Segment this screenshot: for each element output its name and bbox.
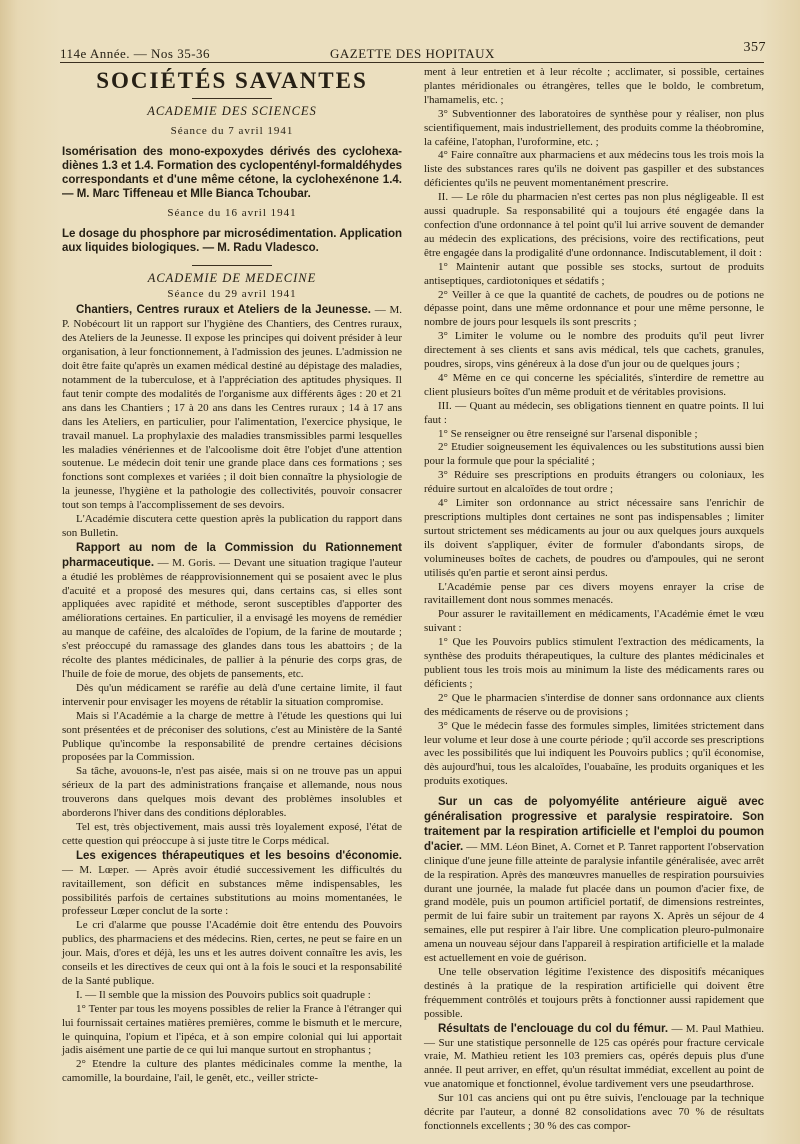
- paragraph: [62, 541, 402, 682]
- paragraph: 1° Que les Pouvoirs publics stimulent l'extraction des médicaments, la synthèse des produits thérapeutiques, la culture des plantes médicinales et publient tous les trois mois au minimum la liste des médicaments rares ou déficients ;: [424, 636, 764, 690]
- paragraph: I. — Il semble que la mission des Pouvoirs publics soit quadruple :: [76, 988, 371, 1001]
- title-rule: [192, 98, 272, 99]
- article-heading: Résultats de l'enclouage du col du fémur.: [438, 1022, 669, 1035]
- paragraph: 3° Que le médecin fasse des formules simples, limitées strictement dans leur volume et leur dose à une courte période ; qu'il accorde ses prescriptions avec les possibilités que lui indiquent les Pouvoirs publics ; qu'il économise, dès aujourd'hui, tous les alcaloïdes, l'ouabaïne, les produits organiques et les produits exotiques.: [424, 719, 764, 788]
- paragraph: [62, 303, 402, 513]
- page-number: 357: [743, 40, 766, 55]
- paragraph-text: — M. Paul Mathieu. — Sur une statistique personnelle de 125 cas opérés pour fracture cervicale vraie, M. Mathieu retient les 103 premiers cas, opérés depuis plus d'une année. Il peut arriver, en effet, qu'un résultat immédiat, excellent au point de vue anatomique et fonctionnel, évolue tardivement vers une pseudarthrose.: [424, 1022, 765, 1091]
- paragraph: Sur 101 cas anciens qui ont pu être suivis, l'enclouage par la technique décrite par l'auteur, a donné 82 consolidations avec 70 % de résultats fonctionnels excellents ; 30 % des cas compor-: [424, 1092, 764, 1132]
- paragraph: III. — Quant au médecin, ses obligations tiennent en quatre points. Il lui faut :: [424, 399, 764, 426]
- paragraph: ment à leur entretien et à leur récolte ; acclimater, si possible, certaines plantes méridionales ou étrangères, telles que le boldo, le combretum, l'hamamelis, etc. ;: [424, 66, 764, 106]
- paragraph: [424, 1022, 764, 1093]
- article-heading: Le dosage du phosphore par microsédimentation. Application aux liquides biologiques. — M. Radu Vladesco.: [62, 227, 402, 254]
- paragraph: Dès qu'un médicament se raréfie au delà d'une certaine limite, il faut intervenir pour envisager les moyens de rétablir la situation compromise.: [62, 681, 402, 708]
- academie-sciences-heading: ACADEMIE DES SCIENCES: [147, 103, 317, 118]
- paragraph: 3° Limiter le volume ou le nombre des produits qu'il peut livrer directement à ses clients et sans avis médical, tels que cachets, granules, poudres, sirops, vins généreux à la dose d'un jour ou de quelques jours ;: [424, 330, 764, 371]
- paragraph: Le cri d'alarme que pousse l'Académie doit être entendu des Pouvoirs publics, des pharmaciens et des médecins. Rien, certes, ne peut se faire en un jour. Mais, d'ores et déjà, les uns et les autres doivent connaître les avis, les conseils et les directives de ceux qui ont à la fois le souci et la responsabilité de la Santé publique.: [62, 919, 402, 987]
- paragraph: 1° Se renseigner ou être renseigné sur l'arsenal disponible ;: [438, 427, 698, 440]
- paragraph-text: — M. Goris. — Devant une situation tragique l'auteur a étudié les problèmes de réapprovisionnement qui se posaient avec le plus d'acuité et a proposé des mesures qui, dans certains cas, si elles sont appliquées avec rapidité et méthode, seront susceptibles d'apporter des améliorations certaines. En particulier, il a envisagé les moyens de remédier au manque de caféine, des alcaloïdes de l'opium, de la farine de moutarde ; s'est préoccupé du ramassage des glandes dans tous les abattoirs ; de la récolte des plantes médicinales, de pallier à la pénurie des corps gras, de l'huile de foie de morue, des objets de pansements, etc.: [62, 556, 403, 680]
- issue-number: 114e Année. — Nos 35-36: [60, 46, 211, 61]
- article-heading: Rapport au nom de la Commission du Rationnement pharmaceutique.: [62, 541, 402, 569]
- article-heading: Isomérisation des mono-expoxydes dérivés des cyclohexa-diènes 1.3 et 1.4. Formation des cyclopentényl-formaldéhydes correspondants et d'une même cétone, la cyclohexénone 1.4. — M. Marc Tiffeneau et Mlle Bianca Tchoubar.: [62, 145, 402, 200]
- left-column: [62, 66, 402, 1086]
- paragraph: 2° Etendre la culture des plantes médicinales comme la menthe, la camomille, la bourdaine, l'ail, le genêt, etc., veiller stricte-: [62, 1058, 402, 1085]
- journal-title: GAZETTE DES HOPITAUX: [330, 46, 495, 61]
- article-heading: Les exigences thérapeutiques et les besoins d'économie.: [76, 849, 402, 862]
- article-heading: Chantiers, Centres ruraux et Ateliers de la Jeunesse.: [76, 304, 371, 317]
- seance-date: Séance du 7 avril 1941: [170, 124, 294, 137]
- paragraph: 1° Maintenir autant que possible ses stocks, surtout de produits antiseptiques, cardiotoniques et sédatifs ;: [424, 260, 764, 287]
- paragraph: L'Académie discutera cette question après la publication du rapport dans son Bulletin.: [62, 513, 402, 539]
- paragraph: 2° Que le pharmacien s'interdise de donner sans ordonnance aux clients des médicaments de réserve ou de provisions ;: [424, 691, 764, 718]
- paragraph: 4° Limiter son ordonnance au strict nécessaire sans l'enrichir de prescriptions multiples dont certaines ne sont pas indispensables ; limiter surtout strictement ses médicaments au jour ou aux quelques jours auxquels ils doivent s'appliquer, éviter de formuler d'abondants sirops, de volumineuses boîtes de cachets, de poudres ou d'ampoules, qui ne seront utilisés qu'en partie et seront ainsi perdus.: [424, 497, 764, 579]
- paragraph: Tel est, très objectivement, mais aussi très loyalement exposé, l'état de cette question qui préoccupe à si juste titre le Corps médical.: [62, 820, 402, 847]
- paragraph-text: — MM. Léon Binet, A. Cornet et P. Tanret rapportent l'observation clinique d'une jeune fille atteinte de paralysie infantile généralisée, avec arrêt de la respiration. Après des manœuvres manuelles de respiration poursuivies durant une journée, la malade fut placée dans un poumon d'acier fixe, de grand modèle, puis un poumon artificiel portatif, de dimensions restreintes, permit de lui faire subir un traitement par rayons X. Après un séjour de 4 semaines, elle put respirer à l'air libre. Une complication pleuro-pulmonaire amena un nouveau séjour dans l'appareil à respiration artificielle et la malade est actuellement en voie de guérison.: [424, 840, 765, 965]
- paragraph: II. — Le rôle du pharmacien n'est certes pas non plus négligeable. Il est aussi quadruple. Sa responsabilité qui a toujours été engagée dans la confection d'une ordonnance à tel point qu'il lui arrive souvent de demander au médecin des explications, des précisions, voire des rectifications, peut être engagée dans la prodigalité d'une ordonnance. Indiscutablement, il doit :: [424, 191, 764, 259]
- paragraph: [424, 795, 764, 966]
- paragraph: Mais si l'Académie a la charge de mettre à l'étude les questions qui lui sont présentées et de préconiser des solutions, c'est au Ministère de la Santé Publique qu'incombe la responsabilité de prendre certaines décisions proposées par la Commission.: [62, 709, 402, 764]
- paragraph: L'Académie pense par ces divers moyens enrayer la crise de ravitaillement dont nous sommes menacés.: [424, 580, 764, 607]
- academie-medecine-heading: ACADEMIE DE MEDECINE: [147, 270, 317, 285]
- section-rule: [192, 265, 272, 266]
- paragraph: Une telle observation légitime l'existence des dispositifs mécaniques destinés à la pratique de la respiration artificielle qui doivent être fréquemment contrôlés et toujours prêts à fonctionner aussi rapidement que possible.: [424, 966, 764, 1020]
- paragraph: Sa tâche, avouons-le, n'est pas aisée, mais si on ne trouve pas un appui sérieux de la part des administrations française et allemande, nous nous trouverons dans quelques mois devant des problèmes insolubles et aborderons l'hiver dans des conditions déplorables.: [62, 765, 402, 820]
- paragraph: 2° Veiller à ce que la quantité de cachets, de poudres ou de potions ne dépasse point, dans une même ordonnance et pour une même personne, le nombre de jours pour lesquels ils sont prescrits ;: [424, 288, 764, 329]
- paragraph: Pour assurer le ravitaillement en médicaments, l'Académie émet le vœu suivant :: [424, 608, 764, 635]
- paragraph: 3° Réduire ses prescriptions en produits étrangers ou coloniaux, les réduire surtout en alcaloïdes de tout ordre ;: [424, 469, 764, 496]
- paragraph: 2° Etudier soigneusement les équivalences ou les substitutions aussi bien pour la formule que pour la spécialité ;: [424, 441, 764, 468]
- paragraph: 1° Tenter par tous les moyens possibles de relier la France à l'étranger qui lui fournissait certaines matières premières, comme le bismuth et le mercure, le quinquina, l'opium et l'ipéca, et à son empire colonial qui lui apportait jadis aisément une partie de ce qui lui manque surtout en strophantus ;: [62, 1002, 402, 1057]
- right-column: [424, 66, 764, 1134]
- paragraph-text: — M. P. Nobécourt lit un rapport sur l'hygiène des Chantiers, des Centres ruraux, des Ateliers de la Jeunesse. Il expose les principes qui doivent présider à leur organisation, à leur fonctionnement, à l'admission des jeunes. L'admission ne doit être faite qu'après un examen médical destiné au dépistage des maladies, notamment de la tuberculose, et à l'appréciation des aptitudes physiques. Il faut tenir compte des modalités de l'organisme aux différents âges : 20 et 21 ans dans les Chantiers ; 17 à 20 ans dans les Centres ruraux ; 14 à 17 ans dans les Ateliers, en particulier, pour l'alimentation, l'exercice physique, le travail manuel. La prophylaxie des maladies transmissibles parmi lesquelles les maladies vénériennes et de l'alcoolisme doit être l'objet d'une attention soutenue. Le médecin doit tenir une grande place dans ces formations ; ses fonctions sont complexes et variées ; il doit bien connaître la physiologie de la jeunesse, l'hygiène et la pathologie des collectivités, pouvoir consacrer tout son temps à l'accomplissement de ses devoirs.: [62, 304, 402, 512]
- paragraph: 4° Même en ce qui concerne les spécialités, s'interdire de remettre au client plusieurs boîtes d'un même produit et de véritables provisions.: [424, 371, 764, 398]
- seance-date: Séance du 29 avril 1941: [167, 287, 297, 300]
- section-title: SOCIÉTÉS SAVANTES: [96, 68, 368, 93]
- article-heading: Sur un cas de polyomyélite antérieure aiguë avec généralisation progressive et paralysie respiratoire. Son traitement par la respiration artificielle et l'emploi du poumon d'acier.: [424, 796, 764, 853]
- header-rule: [60, 62, 764, 63]
- running-header: [60, 40, 766, 62]
- paragraph: 4° Faire connaître aux pharmaciens et aux médecins tous les trois mois la liste des substances rares qu'ils ne doivent pas gaspiller et des substances déficientes qu'ils ne peuvent momentanément prescrire.: [424, 149, 764, 190]
- paragraph: [62, 849, 402, 920]
- paragraph-text: — M. Lœper. — Après avoir étudié successivement les difficultés du ravitaillement, son déficit en substances même indispensables, les possibilités parfois de certaines substitutions au moins momentanées, le professeur Lœper conclut de la sorte :: [62, 863, 402, 918]
- paragraph: 3° Subventionner des laboratoires de synthèse pour y réaliser, non plus scientifiquement, mais industriellement, des produits comme la théobromine, la caféine, l'atophan, l'uroformine, etc. ;: [424, 107, 764, 148]
- seance-date: Séance du 16 avril 1941: [167, 206, 297, 219]
